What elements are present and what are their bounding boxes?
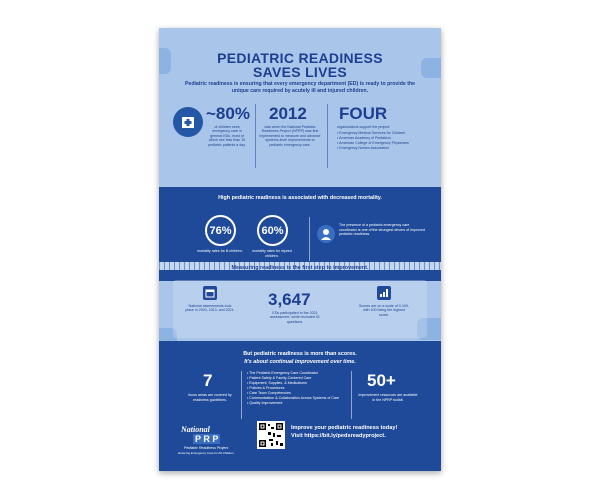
focus-item: • The Pediatric Emergency Care Coordinator [247, 371, 319, 375]
logo-tagline: Ensuring Emergency Care for All Children [178, 451, 234, 455]
focus-text: focus areas are covered by readiness guidelines. [188, 393, 232, 402]
coordinator-text: The presence of a pediatric emergency care coordinator is one of the strongest drivers of improved pediatric readiness. [339, 223, 425, 236]
improvement-section [159, 341, 441, 471]
divider [241, 371, 242, 419]
logo-subtitle: Pediatric Readiness Project [183, 446, 229, 450]
logo-letters: P R P [195, 434, 219, 444]
divider [351, 371, 352, 419]
mortality-title: High pediatric readiness is associated with decreased mortality. [218, 195, 382, 201]
focus-item: • Communication & Collaboration Across Systems of Care [247, 396, 340, 400]
cta-link[interactable]: Visit https://bit.ly/pedsreadyproject. [291, 433, 386, 439]
measuring-title: Measuring readiness is the first step to improvement. [231, 265, 369, 271]
focus-item: • Policies & Procedures [247, 386, 285, 390]
divider [309, 217, 310, 261]
divider [255, 104, 256, 168]
bar-chart-icon [377, 286, 391, 300]
stat-children-text: of children seek emergency care in general EDs, most of which see less than 15 pediatric patients a day. [208, 125, 246, 147]
stat-children-percent: ~80% [206, 104, 250, 123]
mortality-injured-label: mortality rates for injured children. [252, 249, 292, 258]
eds-text: EDs participated in the 2021 assessment, which included 91 questions. [270, 311, 320, 324]
resources-count: 50+ [367, 371, 396, 390]
org-item: • American College of Emergency Physicians [337, 141, 409, 145]
focus-count: 7 [203, 371, 213, 390]
intro-text: Pediatric readiness is ensuring that every emergency department (ED) is ready to provide the unique care required by acutely ill and injured children. [184, 81, 416, 94]
stat-orgs: FOUR [339, 104, 388, 123]
qr-code[interactable] [257, 421, 285, 449]
page-title-line1: PEDIATRIC READINESS [217, 50, 383, 66]
org-item: • American Academy of Pediatrics [337, 136, 391, 140]
stat-year: 2012 [269, 104, 307, 123]
focus-item: • Quality Improvement [247, 401, 283, 405]
stat-year-text: was when the National Pediatric Readiness Project (NPRP) was first implemented to measure and advance systems-level improvements to pediatric emergency care. [259, 125, 321, 147]
org-item: • Emergency Medical Services for Children [337, 131, 406, 135]
eds-count: 3,647 [268, 290, 311, 309]
logo-word: National [181, 425, 210, 434]
more-line1: But pediatric readiness is more than scores. [243, 351, 357, 357]
mortality-ill-label: mortality rates for ill children. [197, 249, 243, 253]
scores-text: Scores are on a scale of 0-100, with 100 being the highest score. [359, 304, 409, 317]
nprp-logo [171, 425, 241, 459]
stat-orgs-text: organizations support the project: [337, 125, 391, 129]
focus-item: • Equipment, Supplies, & Medications [247, 381, 307, 385]
assessments-text: National assessments took place in 2003, 2013, and 2021. [185, 304, 235, 313]
more-line2: It's about continual improvement over time. [244, 359, 356, 365]
mortality-injured-value: 60% [257, 215, 288, 246]
org-item: • Emergency Nurses Association [337, 146, 389, 150]
focus-item: • Care Team Competencies [247, 391, 291, 395]
hospital-icon [173, 107, 203, 137]
infographic-poster [159, 28, 441, 471]
coordinator-icon [317, 225, 335, 243]
cta-line1: Improve your pediatric readiness today! [291, 425, 398, 431]
mortality-ill-value: 76% [205, 215, 236, 246]
page-title-line2: SAVES LIVES [252, 64, 348, 80]
divider [327, 104, 328, 168]
calendar-icon [203, 286, 217, 300]
resources-text: improvement resources are available in the NPRP toolkit. [358, 393, 418, 402]
focus-item: • Patient Safety & Family-Centered Care [247, 376, 312, 380]
